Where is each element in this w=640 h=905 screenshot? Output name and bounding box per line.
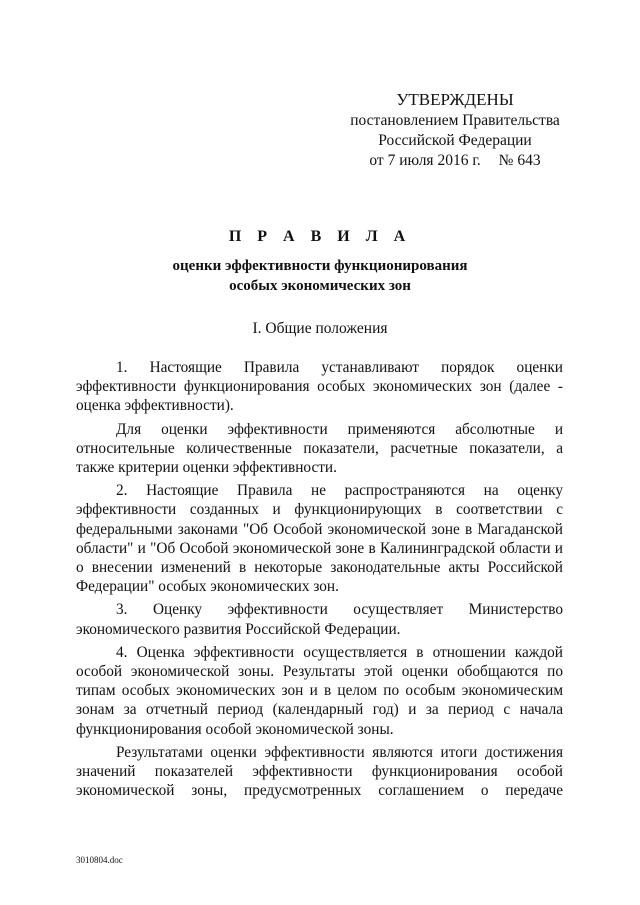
paragraph: Результатами оценки эффективности являются итоги достижения значений показателей эффективности функционирования особой экономической зоны, предусмотренных соглашением о передаче [76, 743, 563, 800]
section-heading: I. Общие положения [252, 320, 388, 337]
approval-heading: УТВЕРЖДЕНЫ [396, 90, 514, 109]
approval-date-line [340, 151, 570, 171]
approval-line-1: постановлением Правительства [350, 112, 560, 129]
approval-block [340, 88, 570, 171]
paragraph: Для оценки эффективности применяются абсолютные и относительные количественные показатели, расчетные показатели, а также критерии оценки эффективности. [76, 420, 563, 477]
approval-date: от 7 июля 2016 г. [369, 152, 481, 169]
paragraph: 3. Оценку эффективности осуществляет Министерство экономического развития Российской Федерации. [76, 601, 563, 638]
document-body [76, 358, 563, 804]
approval-number: № 643 [498, 152, 541, 169]
document-subtitle [0, 256, 640, 296]
subtitle-line-2: особых экономических зон [229, 278, 411, 294]
file-name-footer: 3010804.doc [76, 855, 123, 865]
paragraph: 2. Настоящие Правила не распространяются на оценку эффективности созданных и функционирующих в соответствии с федеральными законами "Об Особой экономической зоне в Магаданской области" и "Об Особой экономической зоне в Калининградской области и о внесении изменений в некоторые законодательные акты Российской Федерации" особых экономических зон. [76, 482, 563, 596]
subtitle-line-1: оценки эффективности функционирования [172, 258, 468, 274]
document-title: П Р А В И Л А [228, 228, 412, 245]
paragraph: 1. Настоящие Правила устанавливают порядок оценки эффективности функционирования особых экономических зон (далее - оценка эффективности). [76, 359, 563, 415]
paragraph: 4. Оценка эффективности осуществляется в отношении каждой особой экономической зоны. Результаты этой оценки обобщаются по типам особых экономических зон и в целом по особым экономическим зонам за отчетный период (календарный год) и за период с начала функционирования особой экономической зоны. [76, 643, 563, 738]
approval-line-2: Российской Федерации [378, 132, 532, 149]
